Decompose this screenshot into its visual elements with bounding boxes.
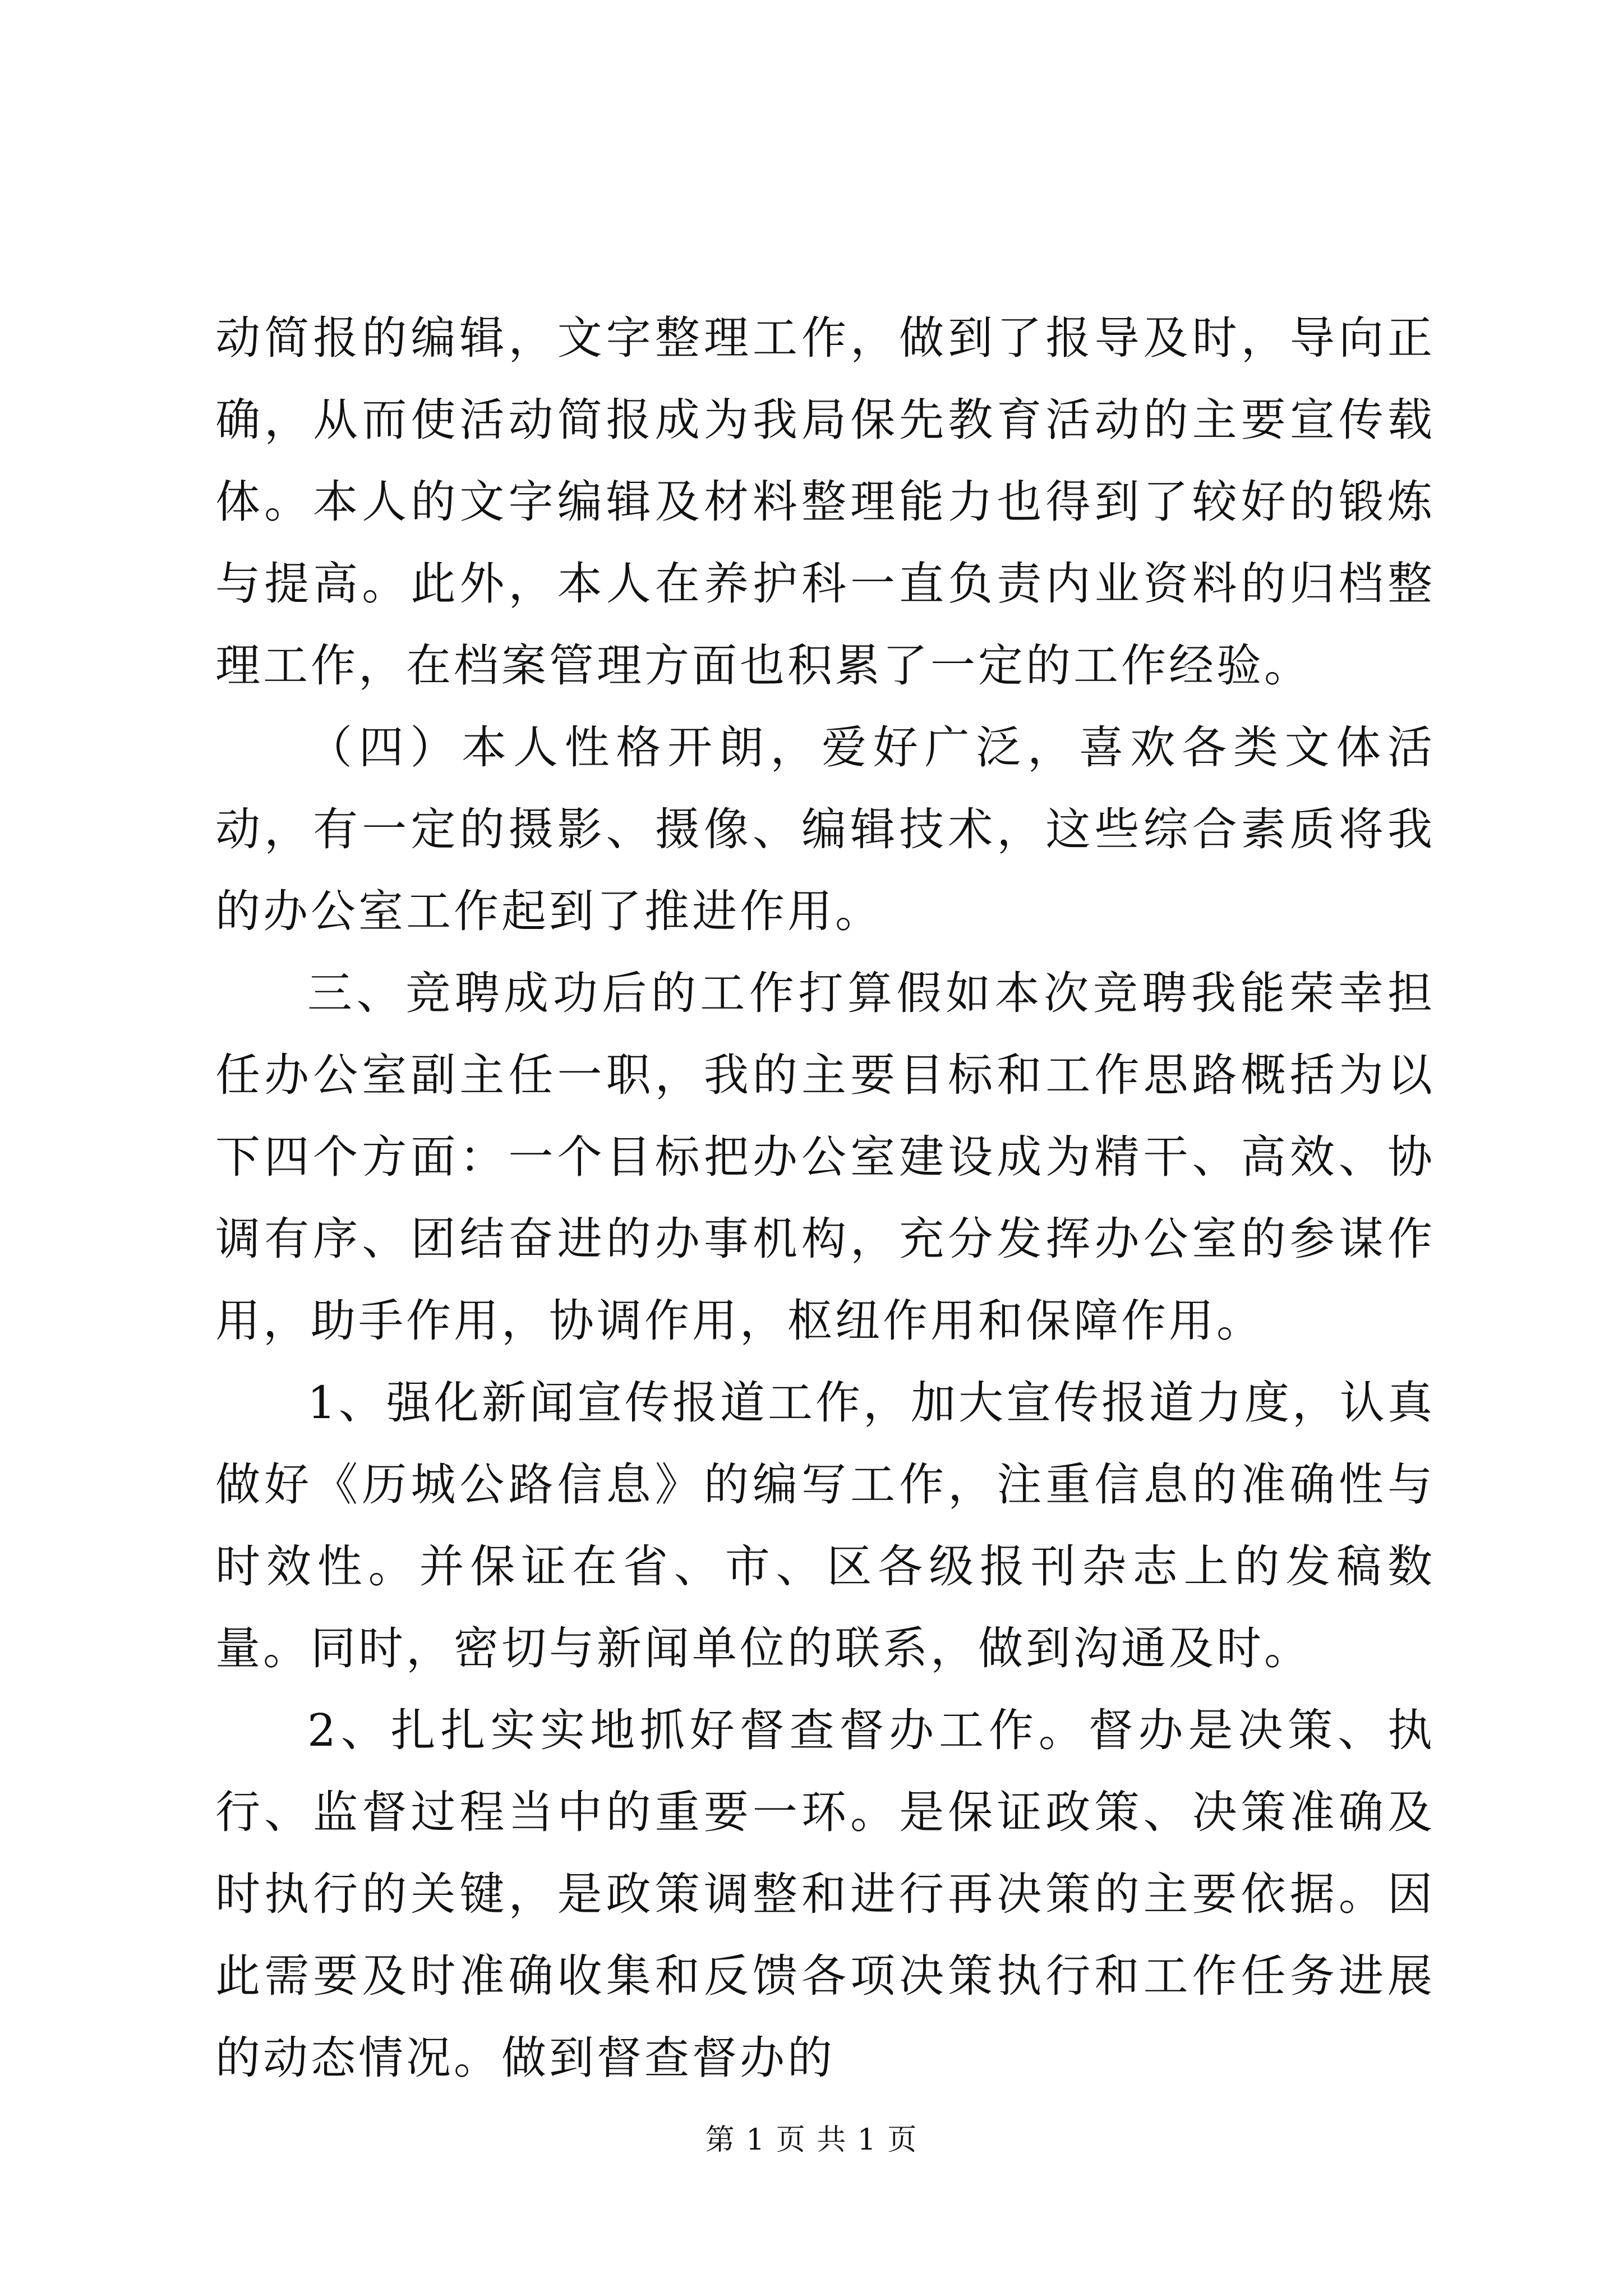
paragraph-1: 动简报的编辑，文字整理工作，做到了报导及时，导向正确，从而使活动简报成为我局保先教育活动的主要宣传载体。本人的文字编辑及材料整理能力也得到了较好的锻炼与提高。此外，本人在养护科一直负责内业资料的归档整理工作，在档案管理方面也积累了一定的工作经验。 xyxy=(215,312,1435,692)
page-footer: 第 1 页 共 1 页 xyxy=(705,2123,918,2157)
paragraph-3: 三、竞聘成功后的工作打算假如本次竞聘我能荣幸担任办公室副主任一职，我的主要目标和工作思路概括为以下四个方面：一个目标把办公室建设成为精干、高效、协调有序、团结奋进的办事机构，充分发挥办公室的参谋作用，助手作用，协调作用，枢纽作用和保障作用。 xyxy=(215,967,1435,1347)
paragraph-5: 2、扎扎实实地抓好督查督办工作。督办是决策、执行、监督过程当中的重要一环。是保证政策、决策准确及时执行的关键，是政策调整和进行再决策的主要依据。因此需要及时准确收集和反馈各项决策执行和工作任务进展的动态情况。做到督查督办的 xyxy=(215,1704,1435,2084)
paragraph-2: （四）本人性格开朗，爱好广泛，喜欢各类文体活动，有一定的摄影、摄像、编辑技术，这些综合素质将我的办公室工作起到了推进作用。 xyxy=(215,721,1435,937)
document-body xyxy=(215,297,1435,2099)
paragraph-4: 1、强化新闻宣传报道工作，加大宣传报道力度，认真做好《历城公路信息》的编写工作，注重信息的准确性与时效性。并保证在省、市、区各级报刊杂志上的发稿数量。同时，密切与新闻单位的联系，做到沟通及时。 xyxy=(215,1377,1435,1674)
